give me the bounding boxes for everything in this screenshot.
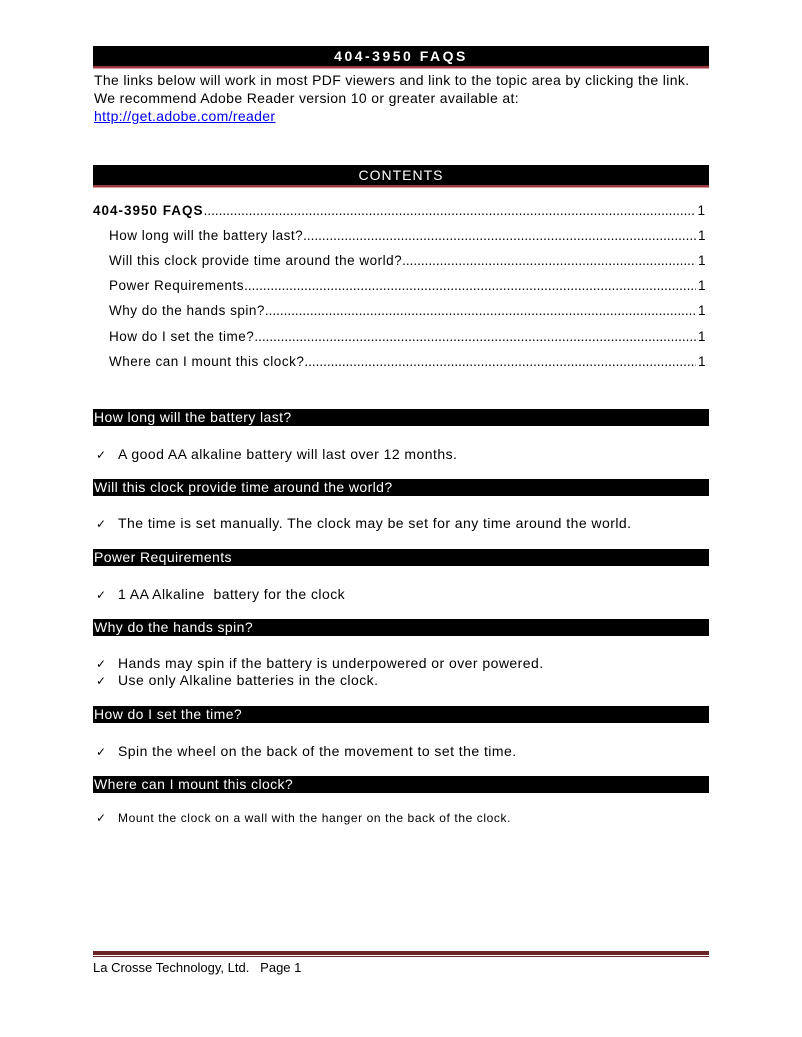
- checkmark-icon: ✓: [96, 745, 107, 759]
- toc-item-set-time[interactable]: How do I set the time? ..... 1: [109, 329, 706, 344]
- section-heading-hands-spin: Why do the hands spin?: [93, 619, 709, 636]
- adobe-reader-link[interactable]: http://get.adobe.com/reader: [94, 108, 276, 124]
- footer-text: La Crosse Technology, Ltd. Page 1: [93, 960, 302, 975]
- bullet-item: ✓ A good AA alkaline battery will last over 12 months.: [96, 446, 458, 462]
- section-heading-power: Power Requirements: [93, 549, 709, 566]
- intro-paragraph: [94, 71, 709, 125]
- bullet-item: ✓ Hands may spin if the battery is underpowered or over powered.: [96, 655, 544, 671]
- toc-item-hands-spin[interactable]: Why do the hands spin? ..... 1: [109, 303, 706, 318]
- title-rule-secondary: [93, 68, 709, 69]
- checkmark-icon: ✓: [96, 588, 107, 602]
- checkmark-icon: ✓: [96, 657, 107, 671]
- toc-item-faqs[interactable]: 404-3950 FAQS ..... 1: [93, 203, 706, 218]
- contents-heading: CONTENTS: [93, 165, 709, 185]
- section-heading-set-time: How do I set the time?: [93, 706, 709, 723]
- contents-rule-secondary: [93, 187, 709, 188]
- toc-item-world-time[interactable]: Will this clock provide time around the world? ..... 1: [109, 253, 706, 268]
- toc-item-mount[interactable]: Where can I mount this clock? ..... 1: [109, 354, 706, 369]
- section-heading-mount: Where can I mount this clock?: [93, 776, 709, 793]
- section-heading-battery: How long will the battery last?: [93, 409, 709, 426]
- footer-rule-secondary: [93, 956, 709, 957]
- checkmark-icon: ✓: [96, 674, 107, 688]
- toc-item-battery[interactable]: How long will the battery last? ..... 1: [109, 228, 706, 243]
- toc-leader: [244, 278, 696, 293]
- intro-text: The links below will work in most PDF viewers and link to the topic area by clicking the link. We recommend Adobe Reader version 10 or greater available at:: [94, 72, 690, 106]
- toc-leader: [254, 329, 696, 344]
- toc-leader: [303, 228, 696, 243]
- toc-leader: [304, 354, 696, 369]
- checkmark-icon: ✓: [96, 517, 107, 531]
- document-title: 404-3950 FAQS: [93, 46, 709, 66]
- bullet-item: ✓ Spin the wheel on the back of the movement to set the time.: [96, 743, 517, 759]
- checkmark-icon: ✓: [96, 811, 107, 825]
- bullet-item: ✓ The time is set manually. The clock may be set for any time around the world.: [96, 515, 632, 531]
- checkmark-icon: ✓: [96, 448, 107, 462]
- toc-leader: [402, 253, 696, 268]
- section-heading-world-time: Will this clock provide time around the world?: [93, 479, 709, 496]
- toc-leader: [204, 203, 696, 218]
- bullet-item: ✓ 1 AA Alkaline battery for the clock: [96, 586, 346, 602]
- bullet-item: ✓ Mount the clock on a wall with the hanger on the back of the clock.: [96, 811, 512, 825]
- bullet-item: ✓ Use only Alkaline batteries in the clock.: [96, 672, 379, 688]
- footer-rule: [93, 951, 709, 955]
- toc-item-power[interactable]: Power Requirements ..... 1: [109, 278, 706, 293]
- toc-leader: [265, 303, 696, 318]
